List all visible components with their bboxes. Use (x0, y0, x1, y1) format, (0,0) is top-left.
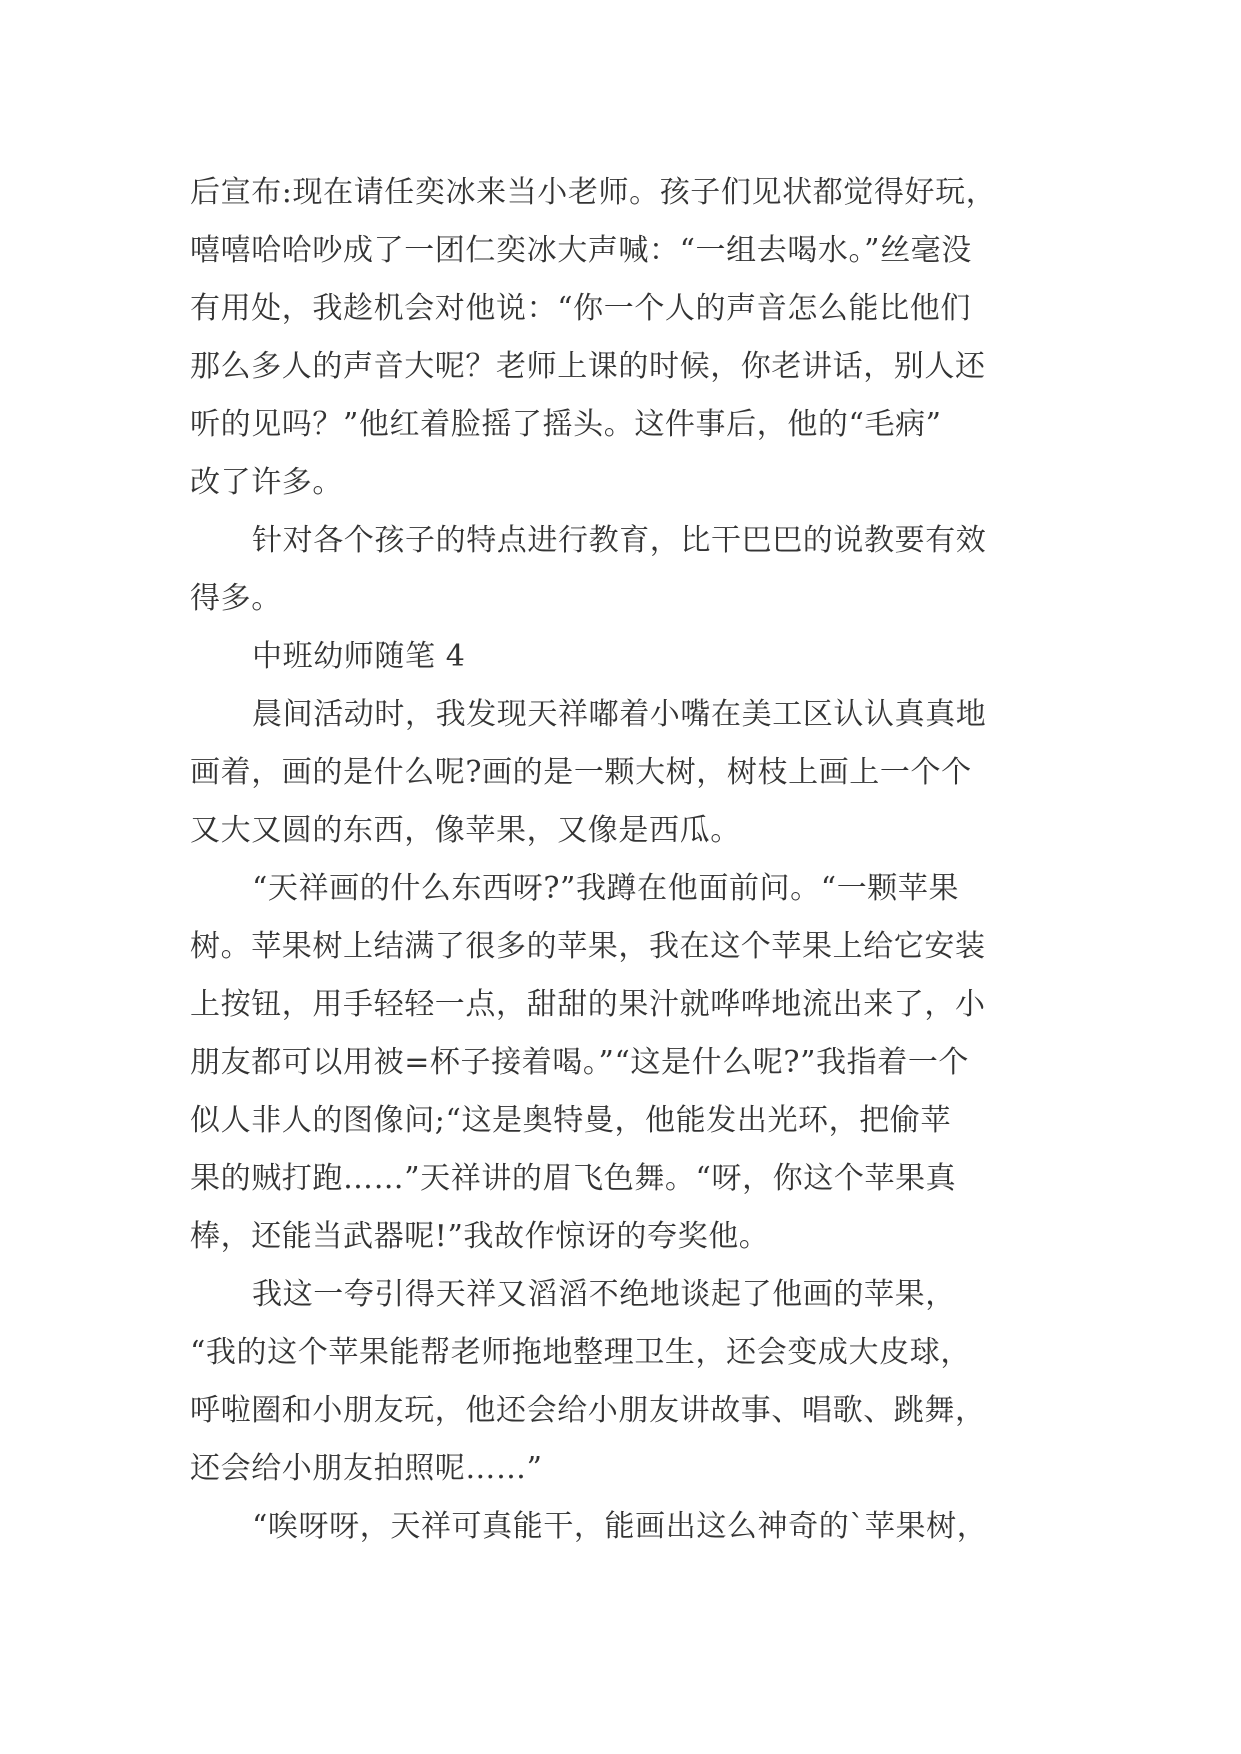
text-line: 上按钮，用手轻轻一点，甜甜的果汁就哗哗地流出来了，小 (190, 987, 986, 1022)
body-text (190, 164, 1070, 1556)
text-line: “唉呀呀，天祥可真能干，能画出这么神奇的`苹果树， (252, 1509, 988, 1544)
text-line: 针对各个孩子的特点进行教育，比干巴巴的说教要有效 (252, 523, 987, 558)
text-line: 我这一夸引得天祥又滔滔不绝地谈起了他画的苹果， (252, 1277, 956, 1312)
text-line: 得多。 (190, 581, 282, 616)
text-line: 改了许多。 (190, 465, 343, 500)
text-line: “天祥画的什么东西呀?”我蹲在他面前问。“一颗苹果 (252, 871, 960, 906)
text-line: 又大又圆的东西，像苹果，又像是西瓜。 (190, 813, 741, 848)
text-line: 画着，画的是什么呢?画的是一颗大树，树枝上画上一个个 (190, 755, 972, 790)
text-line: 树。苹果树上结满了很多的苹果，我在这个苹果上给它安装 (190, 929, 986, 964)
text-line: 呼啦圈和小朋友玩，他还会给小朋友讲故事、唱歌、跳舞， (190, 1393, 986, 1428)
text-line: 那么多人的声音大呢？老师上课的时候，你老讲话，别人还 (190, 349, 986, 384)
text-line: 似人非人的图像问;“这是奥特曼，他能发出光环，把偷苹 (190, 1103, 952, 1138)
text-line: 棒，还能当武器呢!”我故作惊讶的夸奖他。 (190, 1219, 770, 1254)
section-heading: 中班幼师随笔 4 (252, 639, 466, 674)
text-line: “我的这个苹果能帮老师拖地整理卫生，还会变成大皮球， (190, 1335, 971, 1370)
text-line: 听的见吗？”他红着脸摇了摇头。这件事后，他的“毛病” (190, 407, 942, 442)
text-line: 有用处，我趁机会对他说：“你一个人的声音怎么能比他们 (190, 291, 971, 326)
text-line: 果的贼打跑……”天祥讲的眉飞色舞。“呀，你这个苹果真 (190, 1161, 957, 1196)
text-line: 朋友都可以用被=杯子接着喝。”“这是什么呢?”我指着一个 (190, 1045, 970, 1080)
text-line: 后宣布:现在请任奕冰来当小老师。孩子们见状都觉得好玩， (190, 175, 997, 210)
text-line: 嘻嘻哈哈吵成了一团仁奕冰大声喊：“一组去喝水。”丝毫没 (190, 233, 972, 268)
text-line: 还会给小朋友拍照呢……” (190, 1451, 543, 1486)
text-line: 晨间活动时，我发现天祥嘟着小嘴在美工区认认真真地 (252, 697, 987, 732)
